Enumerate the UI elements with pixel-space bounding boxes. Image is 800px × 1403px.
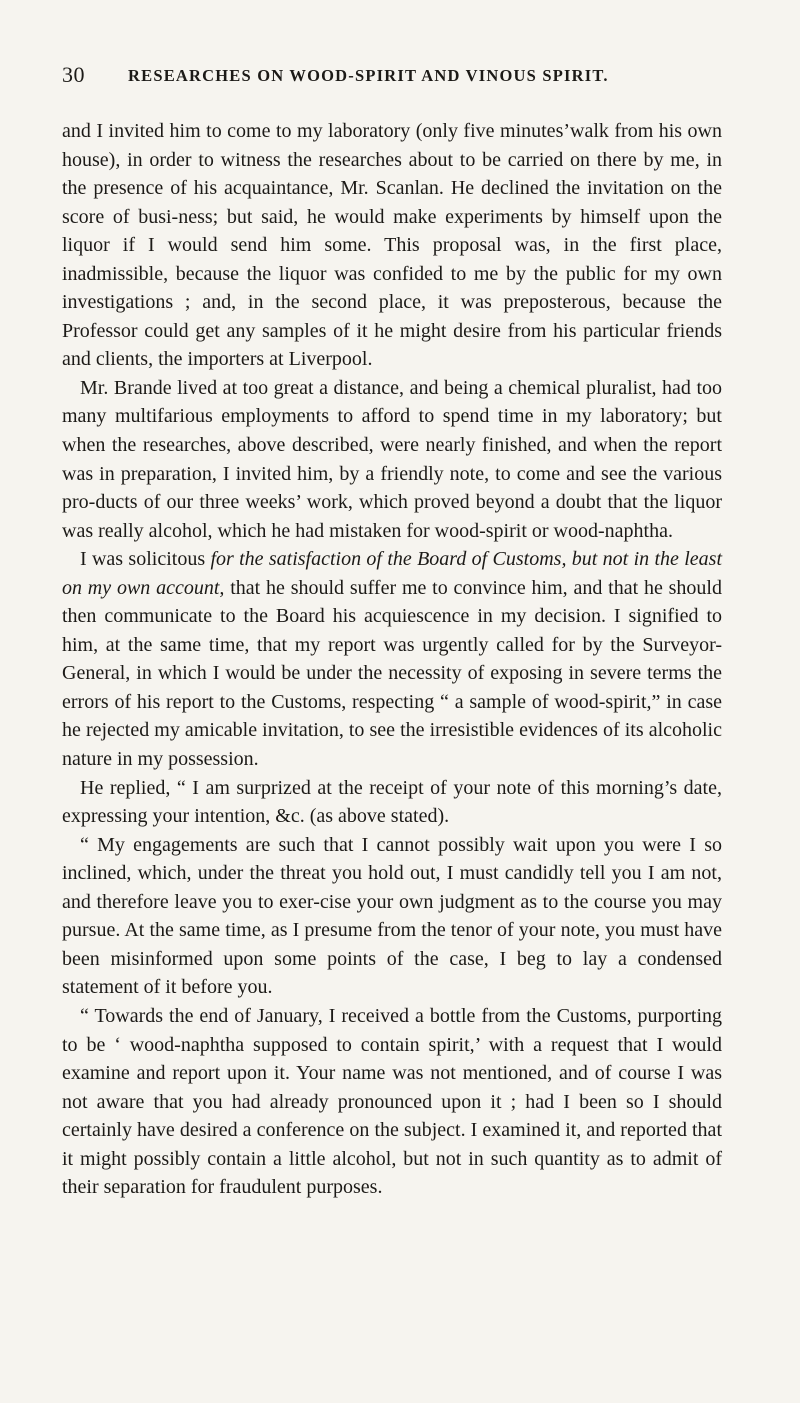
running-head: RESEARCHES ON WOOD-SPIRIT AND VINOUS SPIRIT. <box>128 66 609 85</box>
paragraph-3 <box>62 545 722 773</box>
page-header <box>62 62 722 92</box>
paragraph-3-lead: I was solicitous <box>80 548 211 571</box>
paragraph-3-rest: that he should suffer me to convince him, and that he should then communicate to the Board his acquiescence in my decision. I signified to him, at the same time, that my report was urgently called for by the Surveyor-General, in which I would be under the necessity of exposing in severe terms the errors of his report to the Customs, respecting “ a sample of wood-spirit,” in case he rejected my amicable invitation, to see the irresistible evidences of its alcoholic nature in my possession. <box>62 576 722 771</box>
page-number: 30 <box>62 62 85 87</box>
body-text <box>62 117 722 1202</box>
paragraph-4: He replied, “ I am surprized at the receipt of your note of this morning’s date, expressing your intention, &c. (as above stated). <box>62 776 722 828</box>
paragraph-3-italic: for the satisfaction of the Board of Customs, but not in the least on my own account, <box>62 548 723 599</box>
paragraph-6: “ Towards the end of January, I received a bottle from the Customs, purporting to be ‘ wood-naphtha supposed to contain spirit,’ with a request that I would examine and report upon it. Your name was not mentioned, and of course I was not aware that you had already pronounced upon it ; had I been so I should certainly have desired a conference on the subject. I examined it, and reported that it might possibly contain a little alcohol, but not in such quantity as to admit of their separation for fraudulent purposes. <box>62 1004 722 1199</box>
paragraph-5: “ My engagements are such that I cannot possibly wait upon you were I so inclined, which, under the threat you hold out, I must candidly tell you I am not, and therefore leave you to exer-cise your own judgment as to the course you may pursue. At the same time, as I presume from the tenor of your note, you must have been misinformed upon some points of the case, I beg to lay a condensed statement of it before you. <box>62 833 722 999</box>
paragraph-1: and I invited him to come to my laboratory (only five minutes’walk from his own house), in order to witness the researches about to be carried on there by me, in the presence of his acquaintance, Mr. Scanlan. He declined the invitation on the score of busi-ness; but said, he would make experiments by himself upon the liquor if I would send him some. This proposal was, in the first place, inadmissible, because the liquor was confided to me by the public for my own investigations ; and, in the second place, it was preposterous, because the Professor could get any samples of it he might desire from his particular friends and clients, the importers at Liverpool. <box>62 120 722 371</box>
paragraph-2: Mr. Brande lived at too great a distance, and being a chemical pluralist, had too many multifarious employments to afford to spend time in my laboratory; but when the researches, above described, were nearly finished, and when the report was in preparation, I invited him, by a friendly note, to come and see the various pro-ducts of our three weeks’ work, which proved beyond a doubt that the liquor was really alcohol, which he had mistaken for wood-spirit or wood-naphtha. <box>62 376 722 542</box>
